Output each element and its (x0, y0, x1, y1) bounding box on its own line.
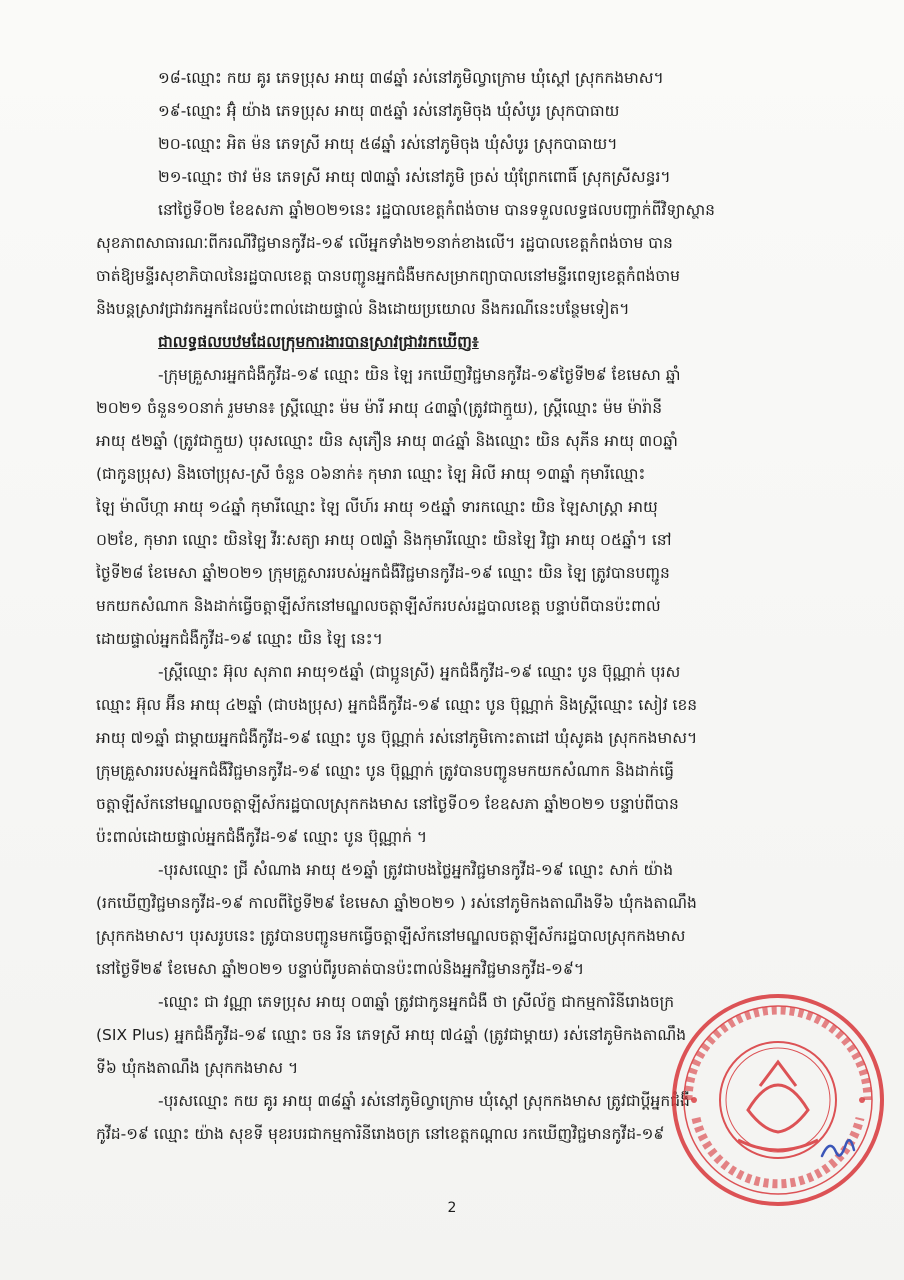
list-item-19: ១៩-ឈ្មោះ អ៊ុំ យ៉ាង ភេទប្រុស អាយុ ៣៥ឆ្នាំ រស់នៅភូមិចុង ឃុំសំបូរ ស្រុកបាធាយ (158, 102, 620, 120)
list-item-20: ២០-ឈ្មោះ អិត ម៉ន ភេទស្រី អាយុ ៥៨ឆ្នាំ រស់នៅភូមិចុង ឃុំសំបូរ ស្រុកបាធាយ។ (158, 135, 618, 153)
paragraph-line: -បុរសឈ្មោះ កយ គូរ អាយុ ៣៨ឆ្នាំ រស់នៅភូមិល្វាក្រោម ឃុំស្ដៅ ស្រុកកងមាស ត្រូវជាប្ដីអ្នកជំងឺ (158, 1092, 690, 1110)
paragraph-line: ដោយផ្ទាល់អ្នកជំងឺកូវីដ-១៩ ឈ្មោះ យិន ឡៃ នេះ។ (96, 630, 383, 648)
paragraph-line: និងបន្តស្រាវជ្រាវរកអ្នកដែលប៉ះពាល់ដោយផ្ទាល់ និងដោយប្រយោល នឹងករណីនេះបន្ថែមទៀត។ (96, 300, 630, 318)
paragraph-line: ចាត់ឱ្យមន្ទីរសុខាភិបាលនៃរដ្ឋបាលខេត្ត បានបញ្ជូនអ្នកជំងឺមកសម្រាកព្យាបាលនៅមន្ទីរពេទ្យខេត្តកំពង់ចាម (96, 267, 680, 285)
paragraph-line: -ស្ត្រីឈ្មោះ អ៊ុល សុភាព អាយុ១៥ឆ្នាំ (ជាប្អូនស្រី) អ្នកជំងឺកូវីដ-១៩ ឈ្មោះ បូន ប៊ុណ្ណាក់ បុរស (158, 663, 681, 681)
paragraph-line: ប៉ះពាល់ដោយផ្ទាល់អ្នកជំងឺកូវីដ-១៩ ឈ្មោះ បូន ប៊ុណ្ណាក់ ។ (96, 828, 428, 846)
paragraph-line: ឈ្មោះ អ៊ុល អ៊ីន អាយុ ៤២ឆ្នាំ (ជាបងប្រុស) អ្នកជំងឺកូវីដ-១៩ ឈ្មោះ បូន ប៊ុណ្ណាក់ និងស្ត្រីឈ្មោះ សៀវ ខេន (96, 696, 698, 714)
paragraph-line: (រកឃើញវិជ្ជមានកូវីដ-១៩ កាលពីថ្ងៃទី២៩ ខែមេសា ឆ្នាំ២០២១ ) រស់នៅភូមិកងតាណឹងទី៦ ឃុំកងតាណឹង (96, 894, 697, 912)
paragraph-line: -ឈ្មោះ ជា វណ្ណា ភេទប្រុស អាយុ ០៣ឆ្នាំ ត្រូវជាកូនអ្នកជំងឺ ថា ស្រីល័ក្ខ ជាកម្មការិនីរោងចក្រ (158, 993, 675, 1011)
paragraph-line: កូវីដ-១៩ ឈ្មោះ យ៉ាង សុខទី មុខរបរជាកម្មការិនីរោងចក្រ នៅខេត្តកណ្ដាល រកឃើញវិជ្ជមានកូវីដ-១៩ (96, 1125, 665, 1143)
paragraph-line: អាយុ ៥២ឆ្នាំ (ត្រូវជាក្មួយ) បុរសឈ្មោះ យិន សុភឿន អាយុ ៣៤ឆ្នាំ និងឈ្មោះ យិន សុភីន អាយុ ៣០ឆ្នាំ (96, 432, 678, 450)
paragraph-line: (ជាកូនប្រុស) និងចៅប្រុស-ស្រី ចំនួន ០៦នាក់៖ កុមារា ឈ្មោះ ឡៃ អិលី អាយុ ១៣ឆ្នាំ កុមារីឈ្មោះ (96, 465, 646, 483)
paragraph-line: ០២ខែ, កុមារា ឈ្មោះ យិនឡៃ វីរៈសត្យា អាយុ ០៧ឆ្នាំ និងកុមារីឈ្មោះ យិនឡៃ វិជ្ជា អាយុ ០៥ឆ្នាំ។ នៅ (96, 531, 672, 549)
paragraph-line: មកយកសំណាក និងដាក់ធ្វើចត្តាឡីស័កនៅមណ្ឌលចត្តាឡីស័ករបស់រដ្ឋបាលខេត្ត បន្ទាប់ពីបានប៉ះពាល់ (96, 597, 661, 615)
document-body (96, 62, 824, 1151)
paragraph-line: -ក្រុមគ្រួសារអ្នកជំងឺកូវីដ-១៩ ឈ្មោះ យិន ឡៃ រកឃើញវិជ្ជមានកូវីដ-១៩ថ្ងៃទី២៩ ខែមេសា ឆ្នាំ (158, 366, 681, 384)
paragraph-line: អាយុ ៧១ឆ្នាំ ជាម្ដាយអ្នកជំងឺកូវីដ-១៩ ឈ្មោះ បូន ប៊ុណ្ណាក់ រស់នៅភូមិកោះតាដៅ ឃុំសូគង ស្រុកកងមាស។ (96, 729, 698, 747)
paragraph-line: ក្រុមគ្រួសាររបស់អ្នកជំងឺវិជ្ជមានកូវីដ-១៩ ឈ្មោះ បូន ប៊ុណ្ណាក់ ត្រូវបានបញ្ជូនមកយកសំណាក និងដាក់ធ្វើ (96, 762, 675, 780)
paragraph-line: ស្រុកកងមាស។ បុរសរូបនេះ ត្រូវបានបញ្ជូនមកធ្វើចត្តាឡីស័កនៅមណ្ឌលចត្តាឡីស័ករដ្ឋបាលស្រុកកងមាស (96, 927, 686, 945)
signature-icon (818, 1130, 858, 1166)
list-item-21: ២១-ឈ្មោះ ថាវ ម៉ន ភេទស្រី អាយុ ៧៣ឆ្នាំ រស់នៅភូមិ ច្រស់ ឃុំព្រែកពោធិ៍ ស្រុកស្រីសន្ធរ។ (158, 168, 671, 186)
section-heading: ជាលទ្ធផលបឋមដែលក្រុមការងារបានស្រាវជ្រាវរកឃើញ៖ (158, 333, 479, 351)
paragraph-line: សុខភាពសាធារណៈពីករណីវិជ្ជមានកូវីដ-១៩ លើអ្នកទាំង២១នាក់ខាងលើ។ រដ្ឋបាលខេត្តកំពង់ចាម បាន (96, 234, 673, 252)
paragraph-line: (SIX Plus) អ្នកជំងឺកូវីដ-១៩ ឈ្មោះ ចន រីន ភេទស្រី អាយុ ៧៤ឆ្នាំ (ត្រូវជាម្ដាយ) រស់នៅភូមិកងតាណឹង (96, 1026, 687, 1044)
paragraph-line: -បុរសឈ្មោះ ជ្រី សំណាង អាយុ ៥១ឆ្នាំ ត្រូវជាបងថ្លៃអ្នកវិជ្ជមានកូវីដ-១៩ ឈ្មោះ សាក់ យ៉ាង (158, 861, 674, 879)
paragraph-line: នៅថ្ងៃទី០២ ខែឧសភា ឆ្នាំ២០២១នេះ រដ្ឋបាលខេត្តកំពង់ចាម បានទទួលលទ្ធផលបញ្ជាក់ពីវិទ្យាស្ថាន (158, 201, 715, 219)
paragraph-line: ចត្តាឡីស័កនៅមណ្ឌលចត្តាឡីស័ករដ្ឋបាលស្រុកកងមាស នៅថ្ងៃទី០១ ខែឧសភា ឆ្នាំ២០២១ បន្ទាប់ពីបាន (96, 795, 679, 813)
paragraph-line: នៅថ្ងៃទី២៩ ខែមេសា ឆ្នាំ២០២១ បន្ទាប់ពីរូបគាត់បានប៉ះពាល់និងអ្នកវិជ្ជមានកូវីដ-១៩។ (96, 960, 585, 978)
list-item-18: ១៨-ឈ្មោះ កយ គូរ ភេទប្រុស អាយុ ៣៨ឆ្នាំ រស់នៅភូមិល្វាក្រោម ឃុំស្ដៅ ស្រុកកងមាស។ (158, 69, 664, 87)
paragraph-line: ឡៃ ម៉ាលីហ្កា អាយុ ១៤ឆ្នាំ កុមារីឈ្មោះ ឡៃ លីហ៍រ អាយុ ១៥ឆ្នាំ ទារកឈ្មោះ យិន ឡៃសាស្ត្រា អាយុ (96, 498, 658, 516)
paragraph-line: ថ្ងៃទី២៨ ខែមេសា ឆ្នាំ២០២១ ក្រុមគ្រួសាររបស់អ្នកជំងឺវិជ្ជមានកូវីដ-១៩ ឈ្មោះ យិន ឡៃ ត្រូវបានបញ្ជូន (96, 564, 670, 582)
paragraph-line: ២០២១ ចំនួន១០នាក់ រួមមាន៖ ស្ត្រីឈ្មោះ ម៉ម ម៉ារី អាយុ ៤៣ឆ្នាំ(ត្រូវជាក្មួយ), ស្ត្រីឈ្មោះ ម៉ម ម៉ារ៉ានី (96, 399, 663, 417)
paragraph-line: ទី៦ ឃុំកងតាណឹង ស្រុកកងមាស ។ (96, 1059, 299, 1077)
page-number: 2 (447, 1200, 457, 1216)
